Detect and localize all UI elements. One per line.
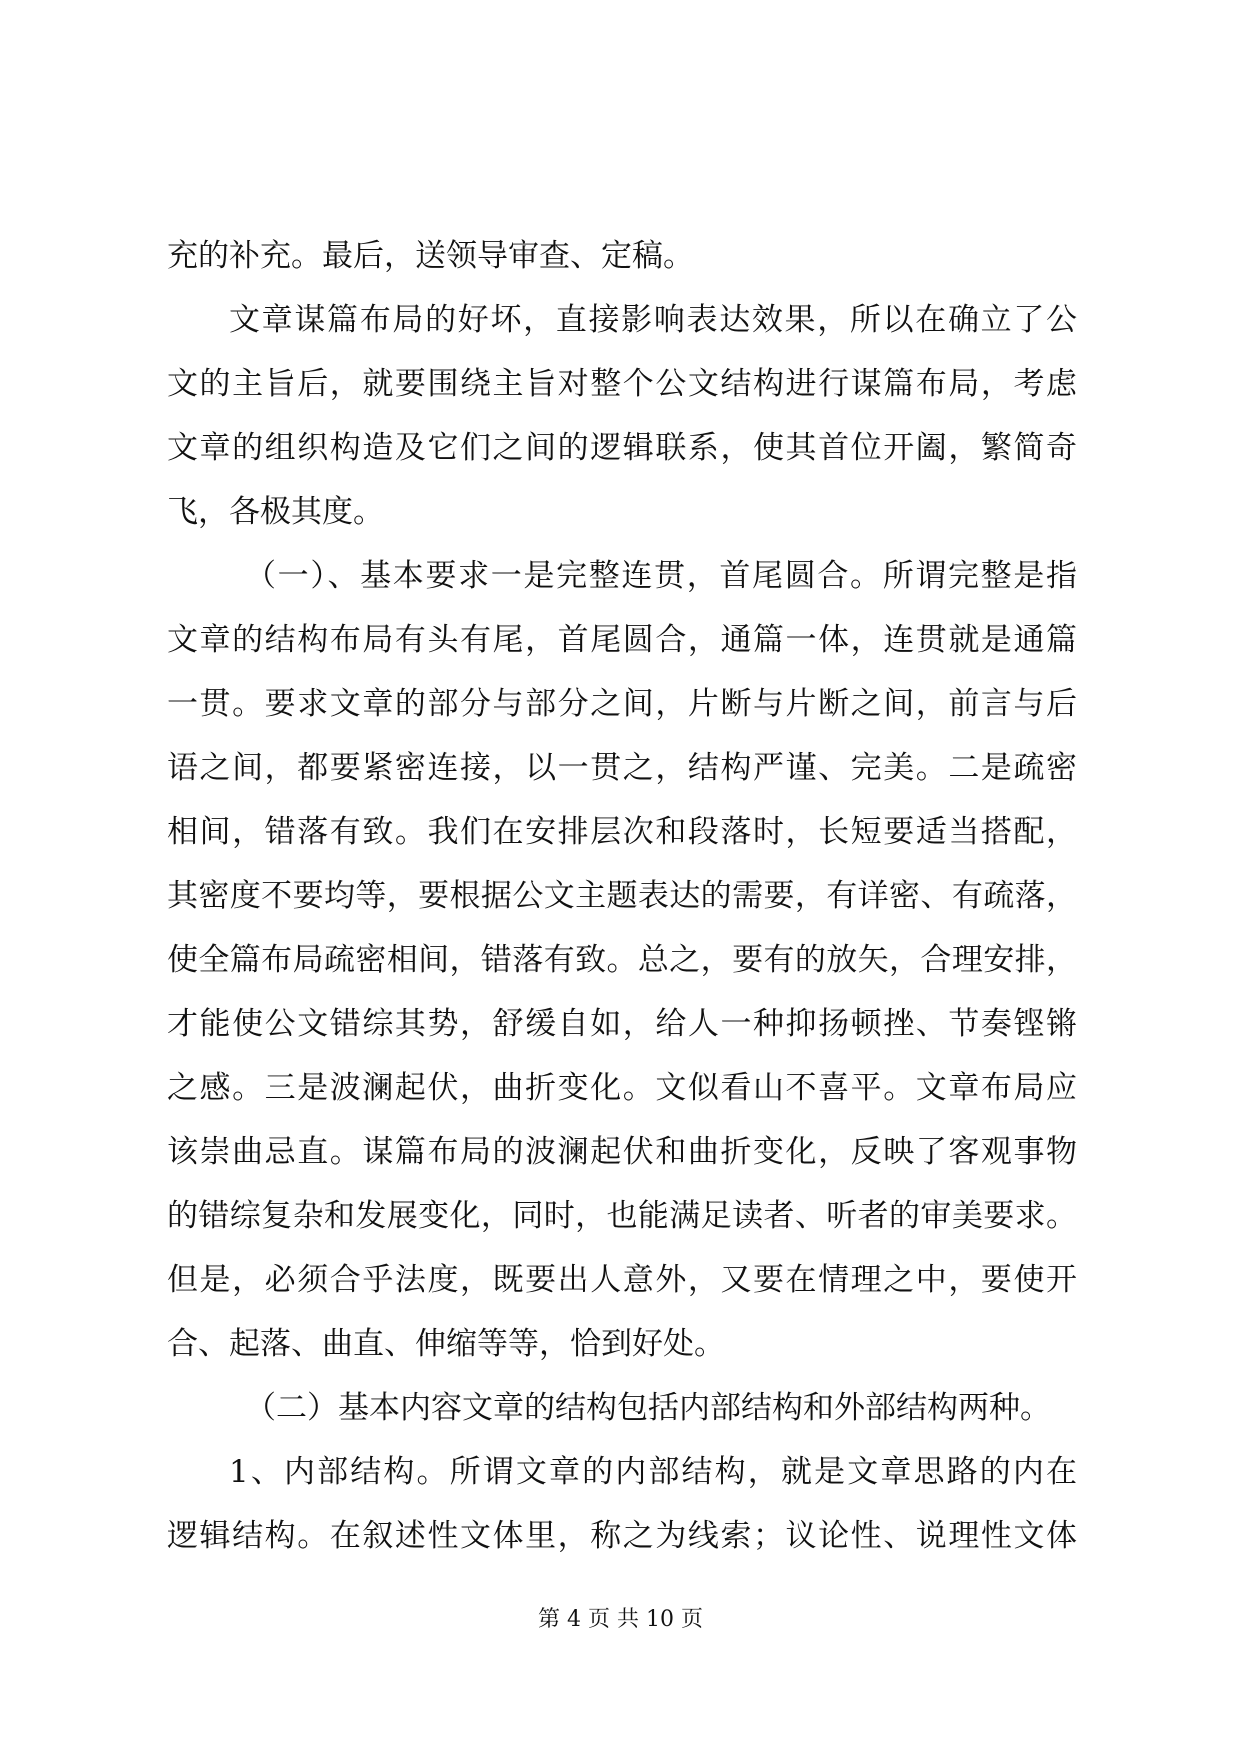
- section-heading-line: （二）基本内容文章的结构包括内部结构和外部结构两种。: [245, 1390, 1051, 1426]
- page-number-footer: 第 4 页 共 10 页: [538, 1607, 703, 1632]
- text-line: 其密度不要均等，要根据公文主题表达的需要，有详密、有疏落，: [167, 878, 1077, 914]
- document-body: [167, 224, 1077, 1568]
- paragraph-first-line: 1、内部结构。所谓文章的内部结构，就是文章思路的内在: [229, 1454, 1077, 1490]
- paragraph-first-line: 文章谋篇布局的好坏，直接影响表达效果，所以在确立了公: [229, 302, 1077, 338]
- text-line: 文的主旨后，就要围绕主旨对整个公文结构进行谋篇布局，考虑: [167, 366, 1077, 402]
- text-line: 充的补充。最后，送领导审查、定稿。: [167, 238, 694, 274]
- text-line: 文章的组织构造及它们之间的逻辑联系，使其首位开阖，繁简奇: [167, 430, 1077, 466]
- section-heading-line: （一）、基本要求一是完整连贯，首尾圆合。所谓完整是指: [245, 558, 1077, 594]
- text-line: 合、起落、曲直、伸缩等等，恰到好处。: [167, 1326, 725, 1362]
- text-line: 逻辑结构。在叙述性文体里，称之为线索；议论性、说理性文体: [167, 1518, 1077, 1554]
- text-line: 一贯。要求文章的部分与部分之间，片断与片断之间，前言与后: [167, 686, 1077, 722]
- text-line: 语之间，都要紧密连接，以一贯之，结构严谨、完美。二是疏密: [167, 750, 1077, 786]
- text-line: 之感。三是波澜起伏，曲折变化。文似看山不喜平。文章布局应: [167, 1070, 1077, 1106]
- text-line: 才能使公文错综其势，舒缓自如，给人一种抑扬顿挫、节奏铿锵: [167, 1006, 1077, 1042]
- text-line: 该崇曲忌直。谋篇布局的波澜起伏和曲折变化，反映了客观事物: [167, 1134, 1077, 1170]
- text-line: 的错综复杂和发展变化，同时，也能满足读者、听者的审美要求。: [167, 1198, 1077, 1234]
- text-line: 飞，各极其度。: [167, 494, 384, 530]
- text-line: 使全篇布局疏密相间，错落有致。总之，要有的放矢，合理安排，: [167, 942, 1077, 978]
- text-line: 相间，错落有致。我们在安排层次和段落时，长短要适当搭配，: [167, 814, 1077, 850]
- text-line: 但是，必须合乎法度，既要出人意外，又要在情理之中，要使开: [167, 1262, 1077, 1298]
- text-line: 文章的结构布局有头有尾，首尾圆合，通篇一体，连贯就是通篇: [167, 622, 1077, 658]
